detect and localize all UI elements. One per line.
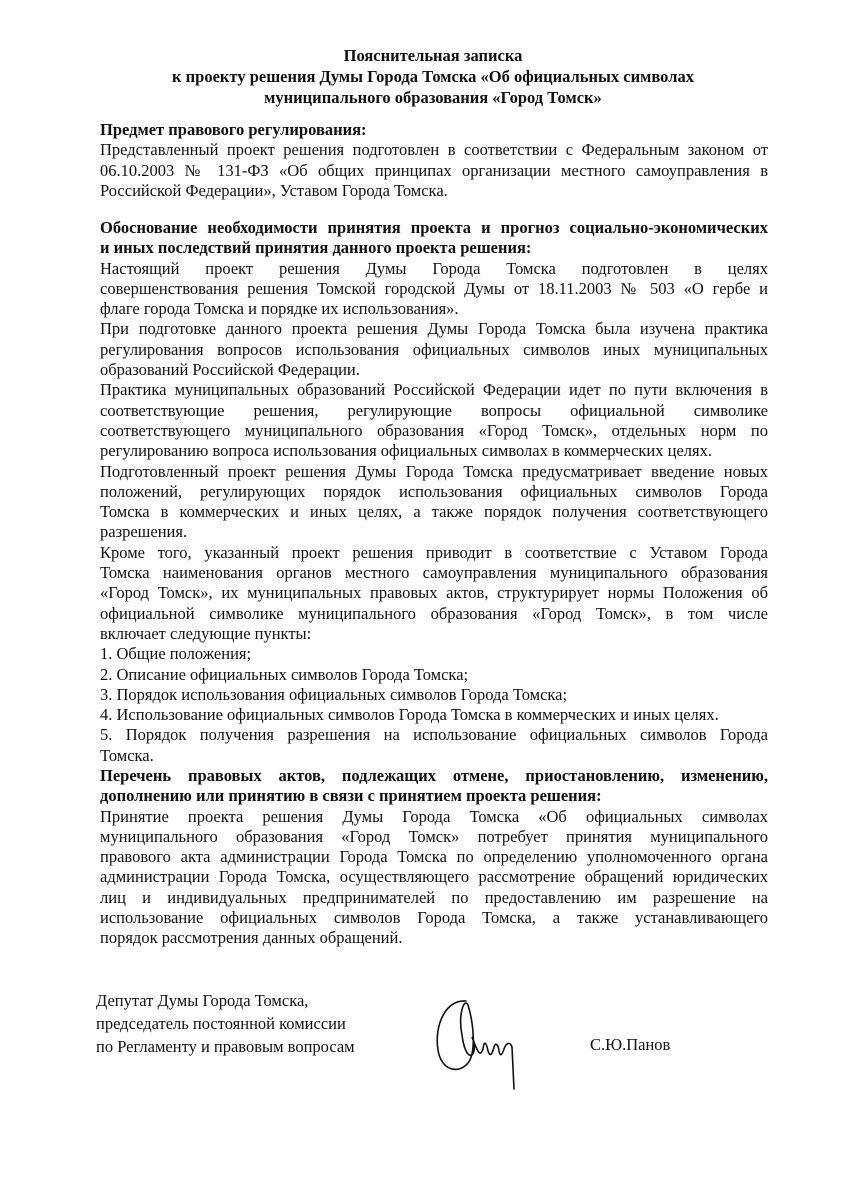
position-line: по Регламенту и правовым вопросам [96,1037,355,1056]
paragraph-line: совершенствования решения Томской городской Думы от 18.11.2003 № 503 «О гербе и [100,278,768,298]
paragraph-line: 2. Описание официальных символов Города Томска; [100,664,469,684]
document-title [0,45,850,108]
paragraph-line: официальной символике муниципального образования «Город Томск», в том числе [100,603,768,623]
paragraph-line: 3. Порядок использования официальных символов Города Томска; [100,684,568,704]
position-line: Депутат Думы Города Томска, [96,991,309,1010]
title-line: Пояснительная записка [343,46,523,65]
paragraph-line: соответствующего муниципального образования «Город Томск», отдельных норм по [100,420,768,440]
paragraph [100,543,768,644]
paragraph-line: лиц и индивидуальных предпринимателей по предоставлению им разрешение на [100,887,768,907]
paragraph [100,319,768,380]
paragraph-line: 06.10.2003 № 131-ФЗ «Об общих принципах организации местного самоуправления в [100,160,768,180]
paragraph-line: Томска в коммерческих и иных целях, а также порядок получения соответствующего [100,502,768,522]
paragraph-line: правового акта администрации Города Томска по определению уполномоченного органа [100,847,768,867]
paragraph [100,665,768,685]
paragraph-line: Российской Федерации», Уставом Города Томска. [100,180,448,200]
position-line: председатель постоянной комиссии [96,1014,346,1033]
paragraph [100,807,768,949]
section-justification [100,218,768,766]
paragraph-line: флаге города Томска и порядке их использования». [100,299,459,319]
paragraph-line: 5. Порядок получения разрешения на использование официальных символов Города [100,725,768,745]
paragraph-line: Подготовленный проект решения Думы Города Томска предусматривает введение новых [100,461,768,481]
paragraph [100,380,768,461]
paragraph-line: регулирования вопросов использования официальных символов иных муниципальных [100,339,768,359]
section-subject [100,120,768,201]
paragraph-line: Кроме того, указанный проект решения приводит в соответствие с Уставом Города [100,542,768,562]
signatory-name: С.Ю.Панов [590,1035,671,1054]
section-heading: дополнению или принятию в связи с принятием проекта решения: [100,786,602,806]
paragraph [100,140,768,201]
signatory-position [96,989,355,1058]
paragraph-line: образований Российской Федерации. [100,360,360,380]
paragraph [100,644,768,664]
paragraph-line: администрации Города Томска, осуществляющего рассмотрение обращений юридических [100,867,768,887]
paragraph-line: Представленный проект решения подготовлен в соответствии с Федеральным законом от [100,140,768,160]
paragraph-line: положений, регулирующих порядок использования официальных символов Города [100,481,768,501]
title-line: к проекту решения Думы Города Томска «Об официальных символах [172,67,694,86]
paragraph-line: соответствующие решения, регулирующие вопросы официальной символике [100,400,768,420]
paragraph [100,705,768,725]
section-heading: Обоснование необходимости принятия проекта и прогноз социально-экономических [100,218,768,237]
paragraph-line: Томска наименования органов местного самоуправления муниципального образования [100,563,768,583]
section-heading: и иных последствий принятия данного проекта решения: [100,238,532,258]
paragraph-line: 1. Общие положения; [100,644,252,664]
title-line: муниципального образования «Город Томск» [264,88,602,107]
paragraph-line: Практика муниципальных образований Российской Федерации идет по пути включения в [100,380,768,400]
section-heading: Предмет правового регулирования: [100,120,367,139]
handwritten-signature [428,995,548,1090]
paragraph-line: Принятие проекта решения Думы Города Томска «Об официальных символах [100,806,768,826]
paragraph-line: порядок рассмотрения данных обращений. [100,928,403,948]
paragraph-line: При подготовке данного проекта решения Думы Города Томска была изучена практика [100,319,768,339]
paragraph-line: муниципального образования «Город Томск» потребует принятия муниципального [100,826,768,846]
paragraph-line: 4. Использование официальных символов Города Томска в коммерческих и иных целях. [100,705,719,725]
paragraph-line: включает следующие пункты: [100,623,312,643]
paragraph-line: Настоящий проект решения Думы Города Томска подготовлен в целях [100,258,768,278]
paragraph-line: разрешения. [100,522,188,542]
paragraph [100,725,768,766]
paragraph-line: «Город Томск», их муниципальных правовых актов, структурирует нормы Положения об [100,583,768,603]
section-heading: Перечень правовых актов, подлежащих отмене, приостановлению, изменению, [100,766,768,785]
section-related-acts [100,766,768,949]
paragraph-line: регулированию вопроса использования официальных символах в коммерческих целях. [100,441,712,461]
paragraph [100,462,768,543]
paragraph-line: Томска. [100,745,154,765]
paragraph [100,259,768,320]
paragraph [100,685,768,705]
paragraph-line: использование официальных символов Города Томска, а также устанавливающего [100,908,768,928]
